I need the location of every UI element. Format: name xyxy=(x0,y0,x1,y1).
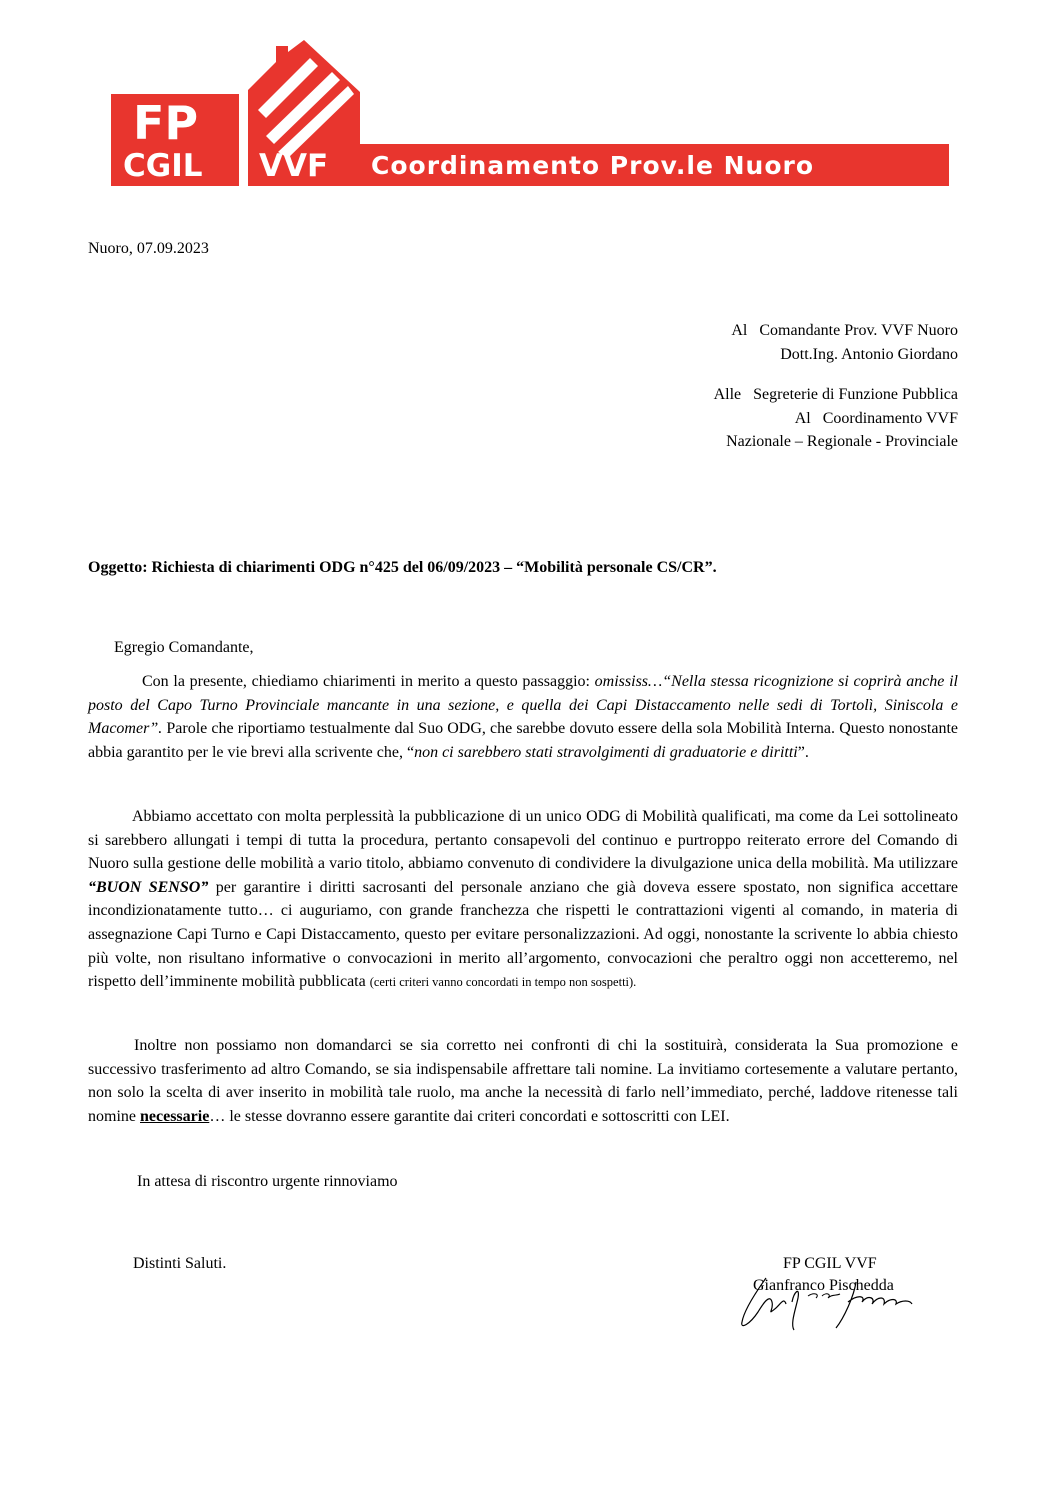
logo-vvf-text: VVF xyxy=(259,148,329,184)
paragraph-2 xyxy=(88,805,958,995)
recipient-line: Alle Segreterie di Funzione Pubblica xyxy=(713,386,958,403)
closing-line: In attesa di riscontro urgente rinnoviamo xyxy=(137,1173,398,1190)
quoted-text: omississ…“Nella stessa ricognizione si coprirà anche il posto del Capo Turno Provinciale mancante in una sezione, e quella dei Capi Distaccamento nelle sedi di Tortolì, Siniscola e Macomer”. xyxy=(88,673,959,738)
text-run: ”. xyxy=(797,743,809,761)
quoted-text: non ci sarebbero stati stravolgimenti di graduatorie e diritti xyxy=(414,743,798,761)
signature-org: FP CGIL VVF xyxy=(783,1255,877,1272)
date-line: Nuoro, 07.09.2023 xyxy=(88,240,209,257)
text-run: Con la presente, chiediamo chiarimenti in merito a questo passaggio: xyxy=(142,673,595,690)
salutation: Egregio Comandante, xyxy=(114,639,254,656)
regards-line: Distinti Saluti. xyxy=(133,1255,227,1272)
recipient-line: Dott.Ing. Antonio Giordano xyxy=(780,345,958,363)
banner-text: Coordinamento Prov.le Nuoro xyxy=(371,151,815,180)
text-run: per garantire i diritti sacrosanti del personale anziano che già doveva essere spostato, non significa accettare incondizionatamente tutto… ci auguriamo, con grande franchezza che rispetti le contrattazioni vigenti al comando, in materia di assegnazione Capi Turno e Capi Distaccamento, questo per evitare personalizzazioni. Ad oggi, nonostante la scrivente lo abbia chiesto più volte, non risultano informative o convocazioni in merito all’argomento, convocazioni che peraltro oggi non accetteremo, nel rispetto dell’imminente mobilità pubblicata xyxy=(88,878,959,991)
underlined-text: necessarie xyxy=(140,1107,210,1125)
text-run: … le stesse dovranno essere garantite dai criteri concordati e sottoscritti con LEI. xyxy=(209,1107,730,1125)
text-run: Abbiamo accettato con molta perplessità la pubblicazione di un unico ODG di Mobilità qualificati, ma come da Lei sottolineato si sarebbero allungati i tempi di tutta la procedura, pertanto consapevoli del continuo e purtroppo reiterato errore del Comando di Nuoro sulla gestione delle mobilità a vario titolo, abbiamo convenuto di condividere la divulgazione unica della mobilità. Ma utilizzare xyxy=(88,808,958,873)
recipient-line: Nazionale – Regionale - Provinciale xyxy=(726,433,958,450)
paragraph-3 xyxy=(88,1034,958,1128)
recipient-line: Al Comandante Prov. VVF Nuoro xyxy=(731,322,958,339)
recipient-block-2 xyxy=(714,383,958,454)
paragraph-1 xyxy=(88,670,958,764)
recipient-block-1 xyxy=(731,319,958,366)
signature-name: Gianfranco Pischedda xyxy=(753,1277,894,1294)
logo-fp-text: FP xyxy=(133,96,199,150)
emphasis-text: “BUON SENSO” xyxy=(88,878,209,896)
fp-cgil-vvf-logo xyxy=(111,40,949,188)
text-run: Inoltre non possiamo non domandarci se sia corretto nei confronti di chi la sostituirà, considerata la Sua promozione e successivo trasferimento ad altro Comando, se sia indispensabile affrettare tali nomine. La invitiamo cortesemente a valutare pertanto, non solo la scelta di aver inserito in mobilità tale ruolo, ma anche la necessità di farlo nell’immediato, perché, laddove ritenesse tali nomine xyxy=(88,1037,958,1125)
small-note: (certi criteri vanno concordati in tempo non sospetti). xyxy=(369,975,637,990)
text-run: Parole che riportiamo testualmente dal Suo ODG, che sarebbe dovuto essere della sola Mobilità Interna. Questo nonostante abbia garantito per le vie brevi alla scrivente che, “ xyxy=(88,720,958,761)
logo-cgil-text: CGIL xyxy=(123,148,203,184)
handwritten-signature-icon xyxy=(736,1272,920,1332)
subject-line: Oggetto: Richiesta di chiarimenti ODG n°425 del 06/09/2023 – “Mobilità personale CS/CR”. xyxy=(88,559,717,576)
recipient-line: Al Coordinamento VVF xyxy=(794,409,958,427)
